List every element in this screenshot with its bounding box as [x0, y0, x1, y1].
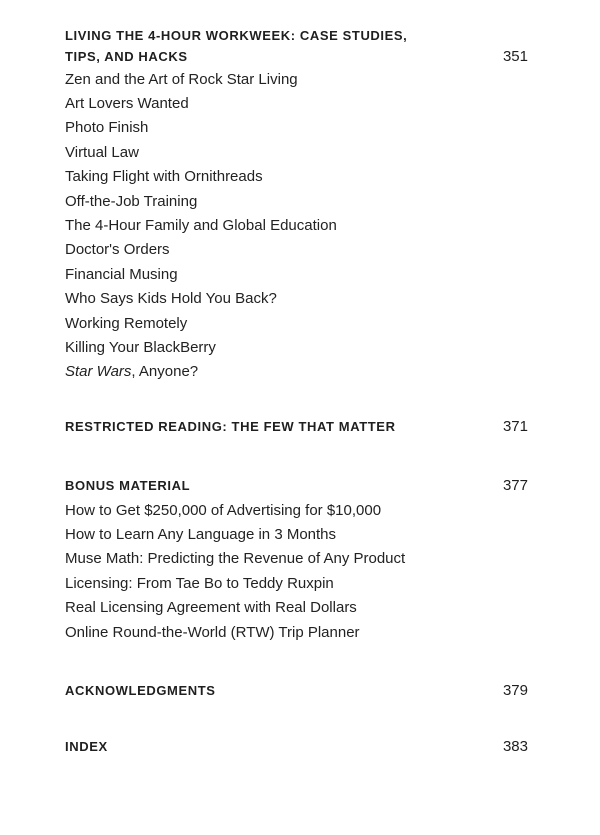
toc-entry-label: Off-the-Job Training — [65, 192, 198, 210]
toc-entry-label: Zen and the Art of Rock Star Living — [65, 70, 298, 88]
section-heading-text: BONUS MATERIAL — [65, 478, 191, 494]
toc-entry — [65, 498, 528, 522]
toc-entry — [65, 189, 528, 213]
page-number: 383 — [502, 738, 528, 756]
toc-entry — [65, 311, 528, 335]
section-heading-line-1 — [65, 735, 528, 759]
toc-entry-label: How to Learn Any Language in 3 Months — [65, 525, 337, 543]
toc-entry-label: Licensing: From Tae Bo to Teddy Ruxpin — [65, 574, 334, 592]
toc-section-index — [65, 735, 528, 759]
toc-entry — [65, 547, 528, 571]
toc-entry — [65, 335, 528, 359]
toc-entry — [65, 262, 528, 286]
toc-entry — [65, 595, 528, 619]
toc-entry — [65, 620, 528, 644]
toc-entry-label: Who Says Kids Hold You Back? — [65, 290, 277, 308]
section-heading-line-1 — [65, 414, 528, 438]
page-number: 377 — [502, 477, 528, 495]
page-number: 371 — [502, 417, 528, 435]
toc-section-acknowledgments — [65, 678, 528, 702]
toc-entry — [65, 140, 528, 164]
table-of-contents — [65, 25, 528, 759]
toc-entry-label: Online Round-the-World (RTW) Trip Planner — [65, 623, 360, 641]
toc-entry — [65, 116, 528, 140]
section-heading-line-1 — [65, 473, 528, 497]
toc-entry — [65, 165, 528, 189]
toc-section-restricted-reading — [65, 414, 528, 438]
toc-entry-label: Virtual Law — [65, 143, 139, 161]
toc-entry-label: Art Lovers Wanted — [65, 95, 189, 113]
toc-entry-regular-part: , Anyone? — [131, 363, 199, 381]
toc-entry — [65, 287, 528, 311]
toc-entry-label: Real Licensing Agreement with Real Dollars — [65, 599, 357, 617]
section-heading-line-1 — [65, 25, 528, 46]
toc-entry — [65, 91, 528, 115]
toc-entry-label: Killing Your BlackBerry — [65, 338, 216, 356]
page-number: 379 — [502, 681, 528, 699]
toc-entry-label: Financial Musing — [65, 265, 178, 283]
toc-entry-label: How to Get $250,000 of Advertising for $10,000 — [65, 501, 382, 519]
section-heading-text: INDEX — [65, 739, 108, 755]
toc-entry — [65, 522, 528, 546]
toc-entry-label — [65, 363, 198, 380]
toc-entry-italic-part: Star Wars — [65, 363, 132, 381]
section-heading-line-2 — [65, 46, 528, 67]
toc-entry-label: Working Remotely — [65, 314, 188, 332]
toc-entry-label: Photo Finish — [65, 119, 149, 137]
toc-entry-label: Muse Math: Predicting the Revenue of Any Product — [65, 550, 406, 568]
toc-entry — [65, 67, 528, 91]
toc-entry-label: The 4-Hour Family and Global Education — [65, 217, 337, 235]
toc-section-bonus-material — [65, 473, 528, 644]
section-heading-line-1 — [65, 678, 528, 702]
toc-entry — [65, 213, 528, 237]
section-heading-text: ACKNOWLEDGMENTS — [65, 682, 216, 698]
section-heading-text: RESTRICTED READING: THE FEW THAT MATTER — [65, 418, 396, 434]
section-heading-text: TIPS, AND HACKS — [65, 49, 188, 64]
toc-entry-label: Doctor's Orders — [65, 241, 170, 259]
toc-section-living-the-4-hour-workweek — [65, 25, 528, 384]
toc-entry — [65, 238, 528, 262]
toc-entry — [65, 571, 528, 595]
toc-entry-label: Taking Flight with Ornithreads — [65, 168, 263, 186]
page-number: 351 — [502, 48, 528, 65]
toc-entry — [65, 360, 528, 384]
section-heading-text: LIVING THE 4-HOUR WORKWEEK: CASE STUDIES, — [65, 28, 408, 43]
